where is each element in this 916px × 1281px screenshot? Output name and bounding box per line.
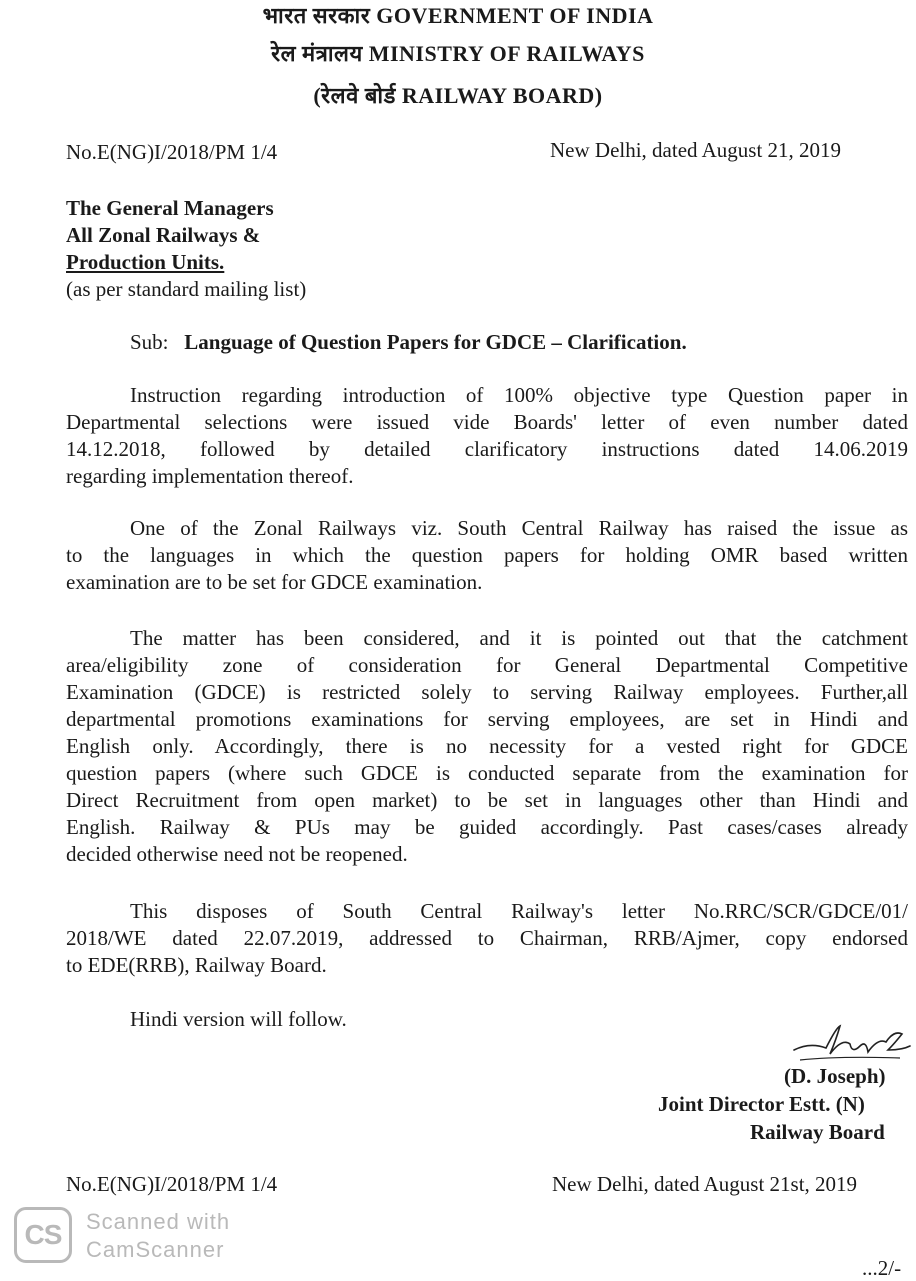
header-line-board: (रेलवे बोर्ड RAILWAY BOARD) bbox=[313, 83, 603, 108]
paragraph-5: Hindi version will follow. bbox=[130, 1007, 347, 1031]
addressee-line-2: All Zonal Railways & bbox=[66, 223, 261, 247]
reference-number: No.E(NG)I/2018/PM 1/4 bbox=[66, 140, 278, 164]
header-line-government: भारत सरकार GOVERNMENT OF INDIA bbox=[262, 3, 654, 28]
footer-reference-date: New Delhi, dated August 21st, 2019 bbox=[552, 1172, 858, 1196]
subject-line bbox=[130, 330, 687, 355]
paragraph-1: Instruction regarding introduction of 100% objective type Question paper in Departmental selections were issued vide Boards' letter of even number dated 14.12.2018, followed by detailed clarificatory instructions dated 14.06.2019 regarding implementation thereof. bbox=[66, 383, 908, 488]
signature-mark bbox=[790, 1020, 915, 1070]
addressee-line-3: Production Units. bbox=[66, 250, 225, 274]
addressee-line-1: The General Managers bbox=[66, 196, 274, 220]
camscanner-watermark: Scanned with CamScanner bbox=[86, 1209, 231, 1262]
paragraph-3: The matter has been considered, and it is pointed out that the catchment area/eligibility zone of consideration for General Departmental Competitive Examination (GDCE) is restricted solely to serving Railway employees. Further,all departmental promotions examinations for serving employees, are set in Hindi and English only. Accordingly, there is no necessity for a vested right for GDCE question papers (where such GDCE is conducted separate from the examination for Direct Recruitment from open market) to be set in languages other than Hindi and English. Railway & PUs may be guided accordingly. Past cases/cases already decided otherwise need not be reopened. bbox=[66, 626, 908, 866]
paragraph-2: One of the Zonal Railways viz. South Central Railway has raised the issue as to the languages in which the question papers for holding OMR based written examination are to be set for GDCE examination. bbox=[66, 516, 908, 594]
signatory-name: (D. Joseph) bbox=[784, 1064, 886, 1088]
signatory-office: Railway Board bbox=[750, 1120, 885, 1144]
page-continuation: ...2/- bbox=[862, 1256, 902, 1280]
subject-text: Language of Question Papers for GDCE – Clarification. bbox=[184, 330, 687, 354]
paragraph-4: This disposes of South Central Railway's letter No.RRC/SCR/GDCE/01/ 2018/WE dated 22.07.2019, addressed to Chairman, RRB/Ajmer, copy endorsed to EDE(RRB), Railway Board. bbox=[66, 899, 908, 977]
header-line-ministry: रेल मंत्रालय MINISTRY OF RAILWAYS bbox=[271, 41, 645, 66]
camscanner-logo-icon: CS bbox=[14, 1207, 72, 1263]
addressee-line-4: (as per standard mailing list) bbox=[66, 277, 307, 301]
reference-date: New Delhi, dated August 21, 2019 bbox=[550, 138, 842, 162]
signatory-designation: Joint Director Estt. (N) bbox=[658, 1092, 865, 1116]
footer-reference-number: No.E(NG)I/2018/PM 1/4 bbox=[66, 1172, 278, 1196]
subject-label: Sub: bbox=[130, 330, 169, 354]
